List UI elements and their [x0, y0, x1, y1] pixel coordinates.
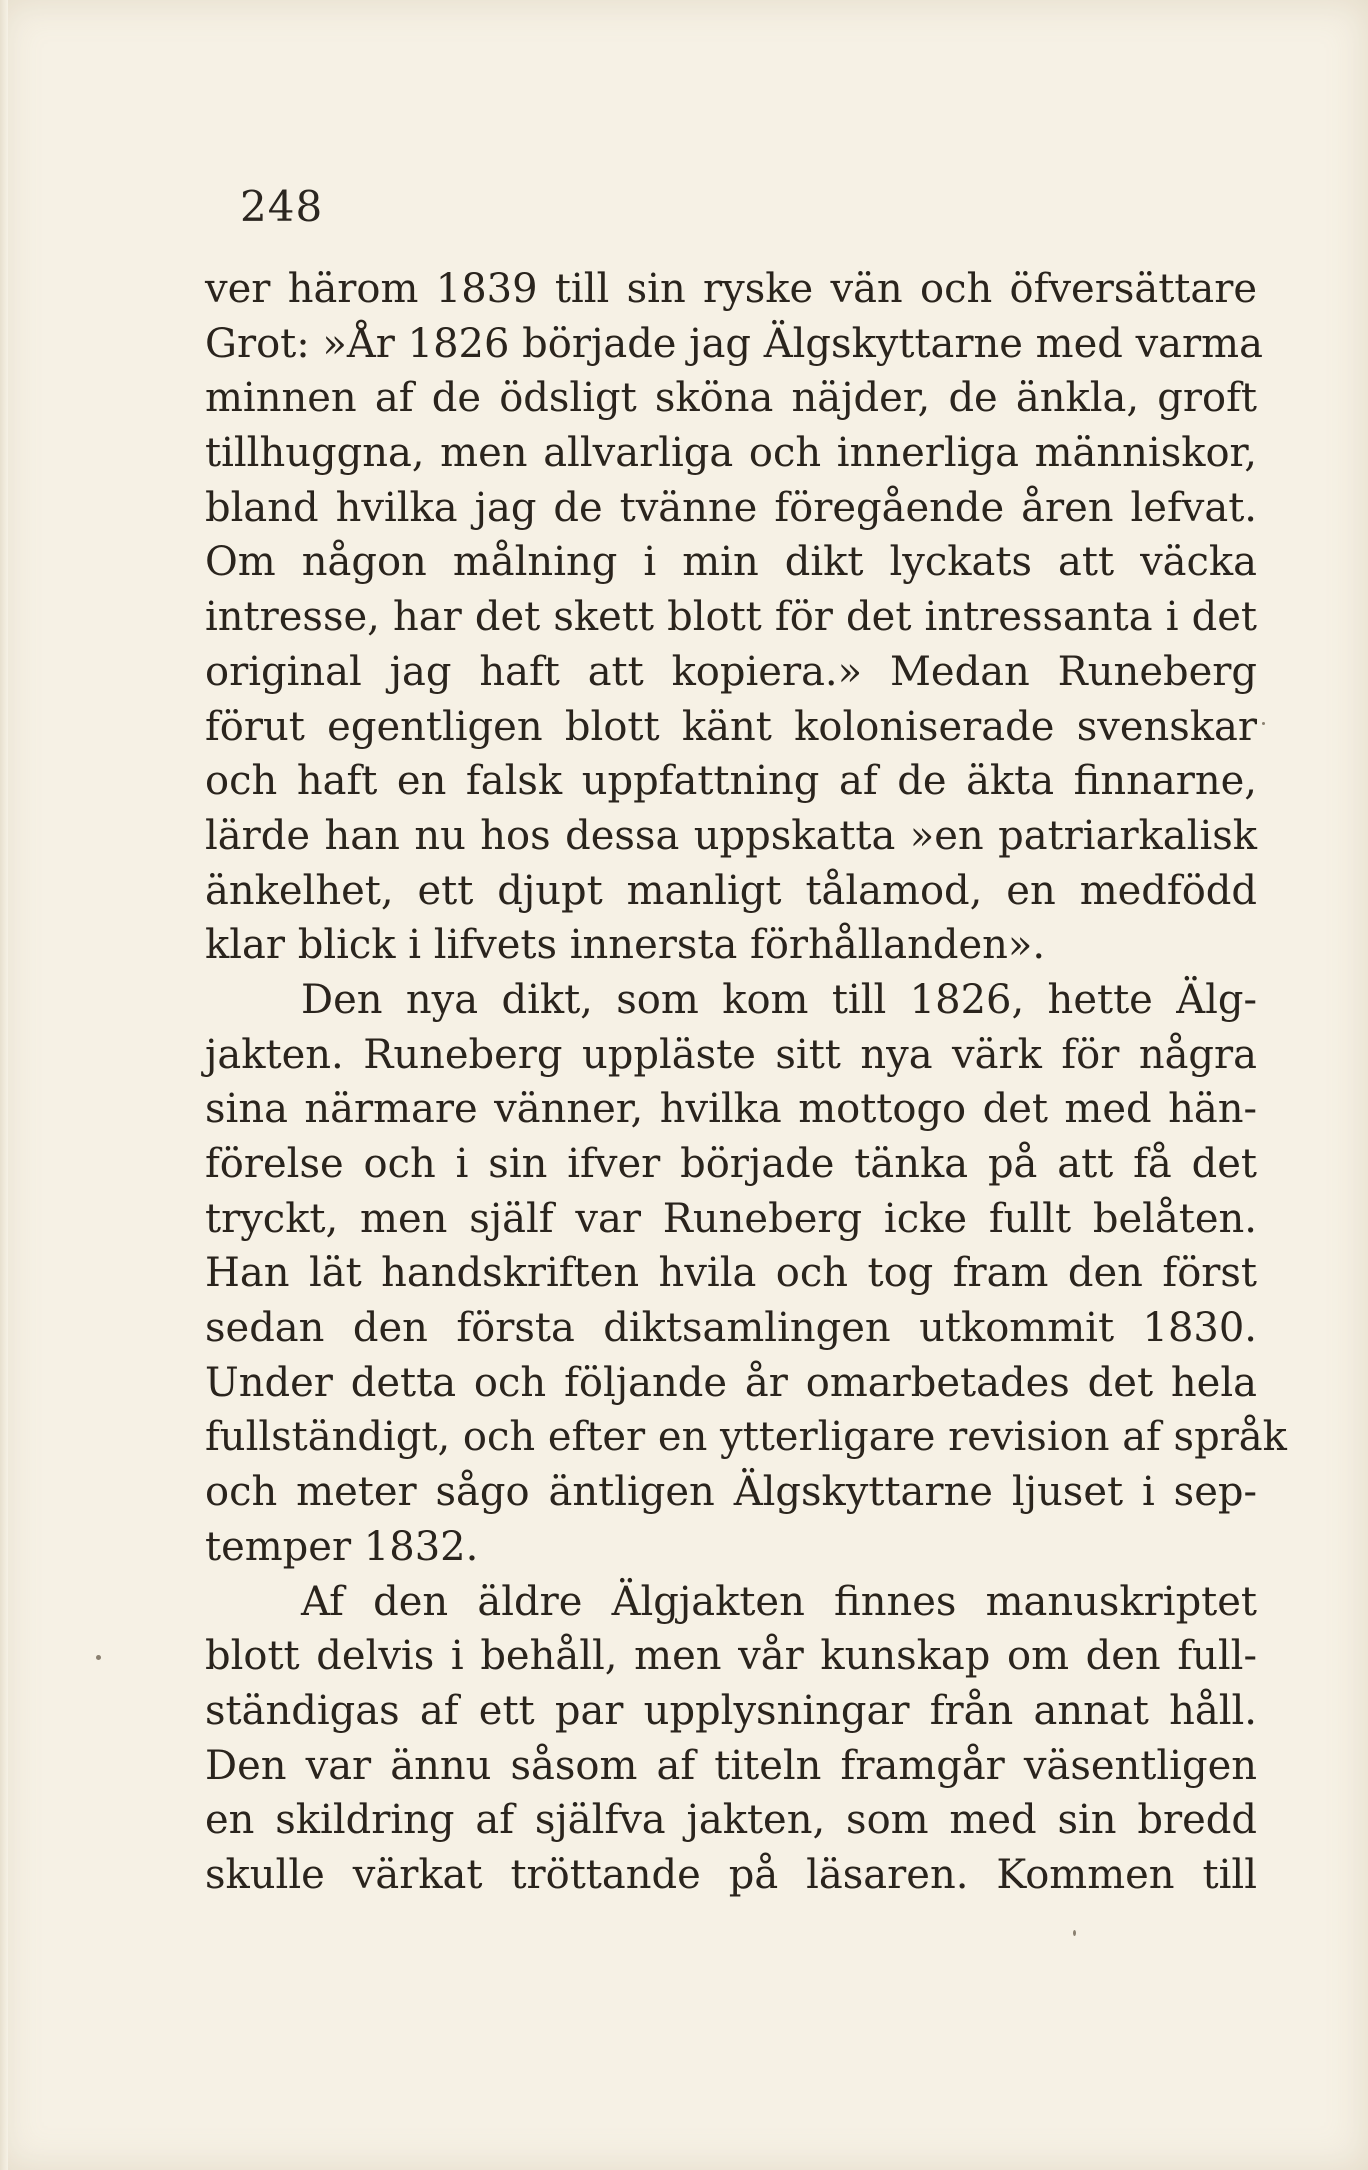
text-line: Grot: »År 1826 började jag Älgskyttarne med varma [205, 320, 1263, 367]
text-line: Af den äldre Älgjakten finnes manuskriptet [301, 1578, 1257, 1625]
text-line: original jag haft att kopiera.» Medan Runeberg [205, 648, 1257, 695]
text-line: och haft en falsk uppfattning af de äkta finnarne, [205, 758, 1257, 805]
text-line: bland hvilka jag de tvänne föregående åren lefvat. [205, 484, 1257, 531]
page-number: 248 [240, 182, 324, 231]
text-line: sedan den första diktsamlingen utkommit 1830. [205, 1305, 1257, 1352]
body-text [205, 262, 1287, 1903]
text-line: skulle värkat tröttande på läsaren. Kommen till [205, 1851, 1257, 1898]
text-line: förut egentligen blott känt koloniserade svenskar [205, 703, 1257, 750]
text-line: Han lät handskriften hvila och tog fram den först [205, 1250, 1257, 1297]
paper-speck [1073, 1930, 1076, 1936]
text-line: intresse, har det skett blott för det intressanta i det [205, 594, 1257, 641]
text-line: förelse och i sin ifver började tänka på att få det [205, 1141, 1257, 1187]
text-line: ver härom 1839 till sin ryske vän och öfversättare [205, 266, 1257, 312]
text-line: ständigas af ett par upplysningar från annat håll. [205, 1687, 1257, 1734]
text-line: och meter sågo äntligen Älgskyttarne ljuset i sep- [205, 1469, 1257, 1516]
text-line: fullständigt, och efter en ytterligare revision af språk [205, 1414, 1287, 1461]
page-edge [0, 0, 8, 2170]
text-line: änkelhet, ett djupt manligt tålamod, en medfödd [205, 867, 1257, 914]
text-line: Under detta och följande år omarbetades det hela [205, 1359, 1257, 1406]
text-line: klar blick i lifvets innersta förhållanden». [205, 922, 1046, 969]
text-line: tryckt, men själf var Runeberg icke fullt belåten. [205, 1195, 1257, 1242]
text-line: blott delvis i behåll, men vår kunskap om den full- [205, 1633, 1257, 1680]
text-line: Om någon målning i min dikt lyckats att väcka [205, 539, 1257, 586]
text-line: Den var ännu såsom af titeln framgår väsentligen [205, 1742, 1257, 1789]
paper-speck [1262, 722, 1265, 725]
text-line: temper 1832. [205, 1523, 479, 1570]
text-line: minnen af de ödsligt sköna näjder, de änkla, groft [205, 375, 1257, 422]
text-line: Den nya dikt, som kom till 1826, hette Älg- [301, 976, 1257, 1023]
text-line: tillhuggna, men allvarliga och innerliga människor, [205, 430, 1257, 477]
text-line: jakten. Runeberg uppläste sitt nya värk för några [205, 1031, 1257, 1078]
text-line: lärde han nu hos dessa uppskatta »en patriarkalisk [205, 812, 1257, 859]
text-line: sina närmare vänner, hvilka mottogo det med hän- [205, 1086, 1257, 1133]
text-line: en skildring af själfva jakten, som med sin bredd [205, 1797, 1257, 1844]
paper-speck [96, 1655, 101, 1660]
